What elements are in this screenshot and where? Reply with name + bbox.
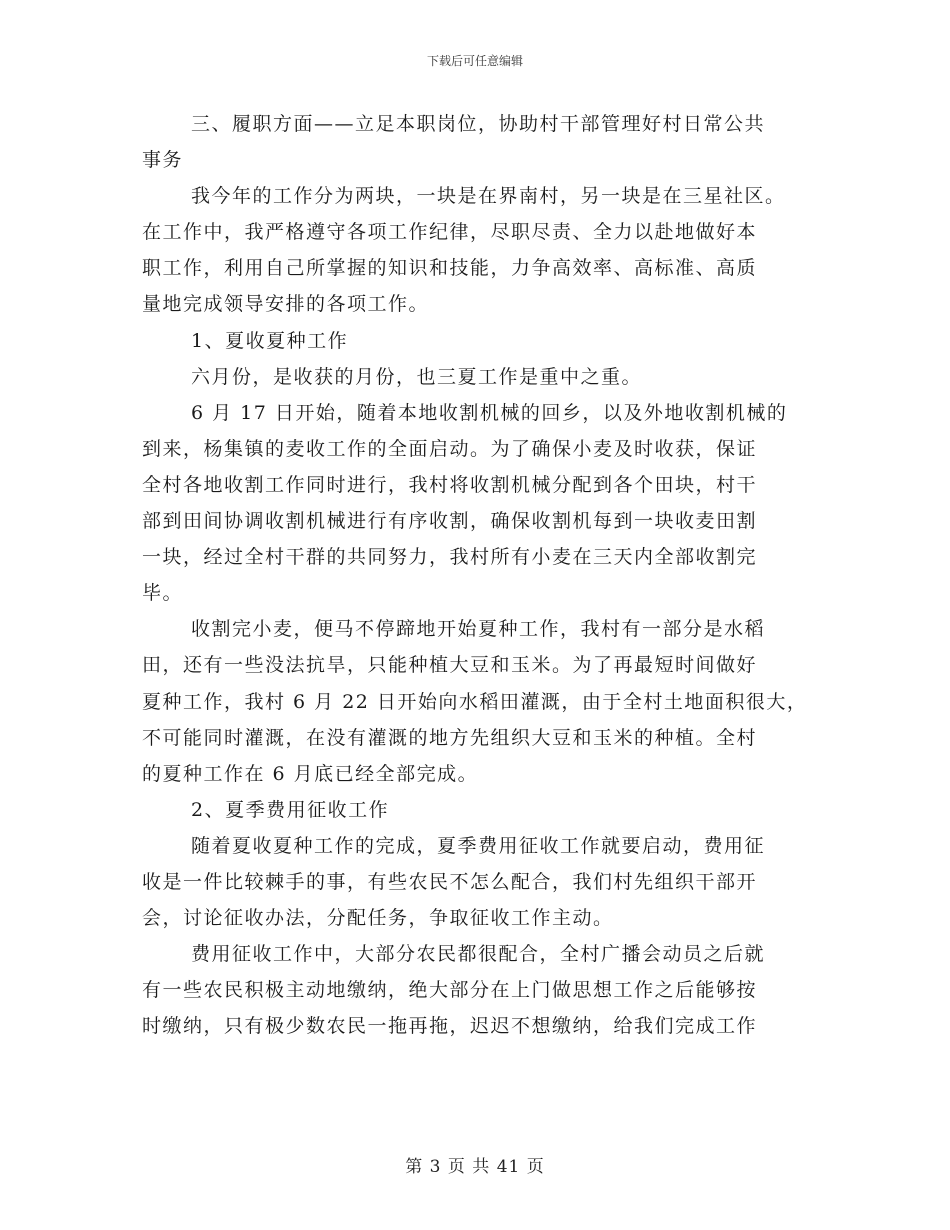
text-line: 到来，杨集镇的麦收工作的全面启动。为了确保小麦及时收获，保证 xyxy=(142,437,758,460)
text-line: 我今年的工作分为两块，一块是在界南村，另一块是在三星社区。 xyxy=(191,185,786,208)
text-line: 收是一件比较棘手的事，有些农民不怎么配合，我们村先组织干部开 xyxy=(142,870,758,893)
text-line: 部到田间协调收割机械进行有序收割，确保收割机每到一块收麦田割 xyxy=(142,510,758,533)
text-line: 随着夏收夏种工作的完成，夏季费用征收工作就要启动，费用征 xyxy=(191,834,766,857)
document-body xyxy=(142,106,812,1044)
page-number: 第 3 页 共 41 页 xyxy=(405,1157,545,1177)
text-line: 的夏种工作在 6 月底已经全部完成。 xyxy=(142,762,479,785)
text-line: 夏种工作，我村 6 月 22 日开始向水稻田灌溉，由于全村土地面积很大， xyxy=(142,690,808,713)
text-line: 量地完成领导安排的各项工作。 xyxy=(142,293,430,316)
text-line: 田，还有一些没法抗旱，只能种植大豆和玉米。为了再最短时间做好 xyxy=(142,654,758,677)
text-line: 6 月 17 日开始，随着本地收割机械的回乡，以及外地收割机械的 xyxy=(191,401,788,424)
text-line: 有一些农民积极主动地缴纳，绝大部分在上门做思想工作之后能够按 xyxy=(142,979,758,1002)
text-line: 毕。 xyxy=(142,582,184,605)
text-line: 全村各地收割工作同时进行，我村将收割机械分配到各个田块，村干 xyxy=(142,473,758,496)
text-line: 在工作中，我严格遵守各项工作纪律，尽职尽责、全力以赴地做好本 xyxy=(142,221,758,244)
text-line: 2、夏季费用征收工作 xyxy=(191,798,390,821)
text-line: 三、履职方面——立足本职岗位，协助村干部管理好村日常公共 xyxy=(191,113,766,135)
text-line: 一块，经过全村干群的共同努力，我村所有小麦在三天内全部收割完 xyxy=(142,546,758,569)
text-line: 事务 xyxy=(142,149,184,172)
text-line: 费用征收工作中，大部分农民都很配合，全村广播会动员之后就 xyxy=(191,943,766,966)
text-line: 1、夏收夏种工作 xyxy=(191,329,349,352)
text-line: 职工作，利用自己所掌握的知识和技能，力争高效率、高标准、高质 xyxy=(142,257,758,280)
text-line: 收割完小麦，便马不停蹄地开始夏种工作，我村有一部分是水稻 xyxy=(191,618,766,641)
text-line: 时缴纳，只有极少数农民一拖再拖，迟迟不想缴纳，给我们完成工作 xyxy=(142,1015,758,1038)
text-line: 不可能同时灌溉，在没有灌溉的地方先组织大豆和玉米的种植。全村 xyxy=(142,726,758,749)
text-line: 会，讨论征收办法，分配任务，争取征收工作主动。 xyxy=(142,907,614,930)
page-header-note: 下载后可任意编辑 xyxy=(426,54,523,68)
text-line: 六月份，是收获的月份，也三夏工作是重中之重。 xyxy=(191,365,643,388)
